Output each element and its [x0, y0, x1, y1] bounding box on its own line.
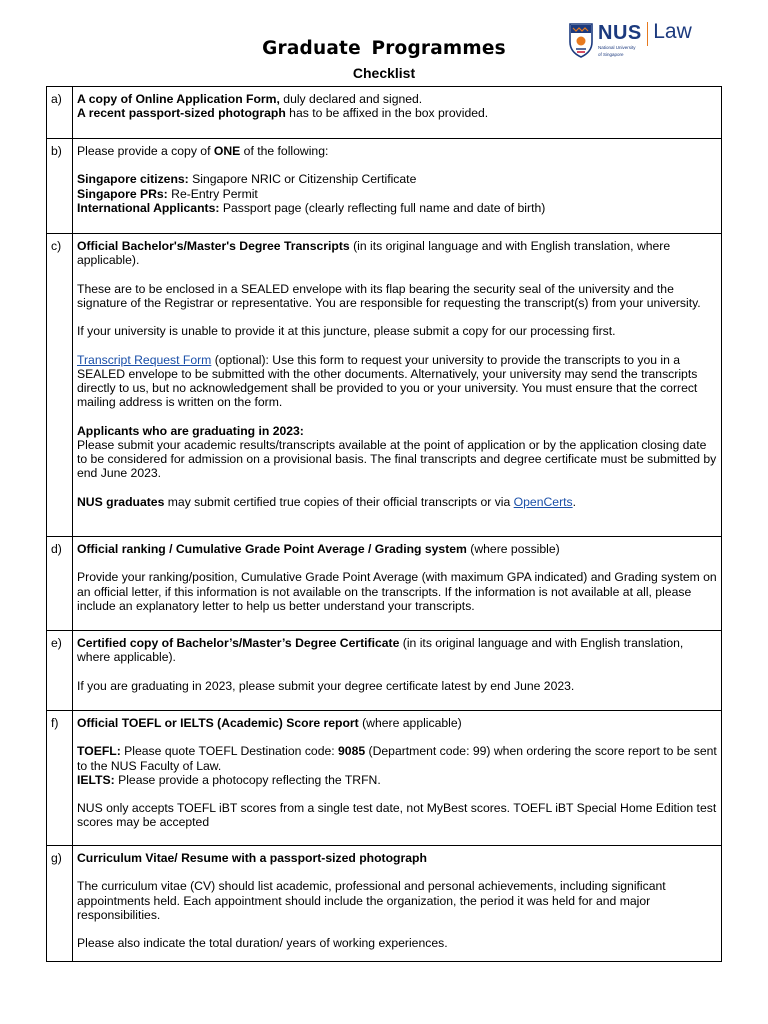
nus-subtitle-1: National University: [598, 45, 636, 50]
faculty-name: Law: [653, 20, 692, 43]
d-heading-text: (where possible): [466, 542, 560, 556]
c-heading: [77, 239, 717, 267]
ielts-text: Please provide a photocopy reflecting the TRFN.: [114, 772, 381, 787]
page-title: Graduate Programmes: [262, 38, 506, 59]
e-heading-text: (in its original language and with English translation, where applicable).: [77, 636, 684, 665]
g-heading: [77, 851, 717, 865]
c-para-3: [77, 353, 717, 410]
intl-text: Passport page (clearly reflecting full name and date of birth): [219, 200, 546, 215]
toefl-post: (Department code: 99) when ordering the score report to be sent to the NUS Faculty of Law.: [77, 744, 717, 773]
c-grad-heading: Applicants who are graduating in 2023:: [77, 423, 304, 438]
item-content: [73, 234, 722, 537]
checklist-row-g: [47, 846, 722, 962]
nus-name: NUS: [598, 22, 642, 44]
f-heading-bold: Official TOEFL or IELTS (Academic) Score report: [77, 716, 359, 730]
item-content: [73, 537, 722, 631]
item-label: e): [47, 631, 73, 711]
opencerts-link[interactable]: OpenCerts: [513, 494, 573, 509]
checklist-row-b: [47, 139, 722, 234]
toefl-pre: Please quote TOEFL Destination code:: [120, 744, 339, 759]
online-form-bold: A copy of Online Application Form,: [77, 92, 280, 106]
item-content: [73, 846, 722, 962]
c-nus-end: .: [572, 494, 576, 509]
checklist-row-c: [47, 234, 722, 537]
checklist-row-d: [47, 537, 722, 631]
c-heading-bold: Official Bachelor's/Master's Degree Transcripts: [77, 239, 350, 253]
g-para-2: Please also indicate the total duration/ years of working experiences.: [77, 936, 448, 951]
photo-bold: A recent passport-sized photograph: [77, 106, 286, 121]
citizens-text: Singapore NRIC or Citizenship Certificate: [188, 172, 417, 187]
c-nus-bold: NUS graduates: [77, 494, 165, 509]
d-heading: [77, 542, 717, 556]
f-para-last: NUS only accepts TOEFL iBT scores from a single test date, not MyBest scores. TOEFL iBT Special Home Edition test scores may be accepted: [77, 801, 717, 830]
b-intro-post: of the following:: [240, 144, 329, 158]
item-content: [73, 631, 722, 711]
c-nus-graduates: [77, 495, 717, 509]
page-subtitle: Checklist: [352, 65, 416, 81]
checklist-table: [46, 86, 722, 962]
checklist-row-a: [47, 87, 722, 139]
toefl-bold: TOEFL:: [77, 744, 121, 759]
c-para-1: These are to be enclosed in a SEALED envelope with its flap bearing the security seal of the university and the signature of the Registrar or representative. You are responsible for requesting the transcript(s) from your university.: [77, 281, 701, 310]
e-para-1: If you are graduating in 2023, please submit your degree certificate latest by end June 2023.: [77, 678, 575, 693]
online-form-text: duly declared and signed.: [279, 92, 423, 106]
g-para-1: The curriculum vitae (CV) should list academic, professional and personal achievements, including significant appointments held. Each appointment should include the organization, the period it was held for and major responsibilities.: [77, 879, 666, 922]
g-heading-bold: Curriculum Vitae/ Resume with a passport-sized photograph: [77, 851, 427, 865]
item-label: c): [47, 234, 73, 537]
prs-bold: Singapore PRs:: [77, 186, 168, 201]
photo-text: has to be affixed in the box provided.: [285, 106, 489, 121]
e-heading-bold: Certified copy of Bachelor’s/Master’s Degree Certificate: [77, 636, 400, 650]
item-label: a): [47, 87, 73, 139]
c-para-3-text: (optional): Use this form to request your university to provide the transcripts to you in a SEALED envelope to be submitted with the other documents. Alternatively, your university may send the transcripts directly to us, but no acknowledgement shall be provided to you or your university. You must ensure that the correct mailing address is written on the form.: [77, 352, 698, 410]
item-label: d): [47, 537, 73, 631]
citizens-bold: Singapore citizens:: [77, 172, 189, 187]
f-heading: [77, 716, 717, 730]
b-intro-pre: Please provide a copy of: [77, 144, 214, 158]
item-content: [73, 87, 722, 139]
c-nus-text: may submit certified true copies of their official transcripts or via: [164, 494, 514, 509]
toefl-code: 9085: [338, 744, 366, 759]
d-para-1: Provide your ranking/position, Cumulative Grade Point Average (with maximum GPA indicated) and Grading system on an official letter, if this information is not available on the transcripts. If the information is not available at all, please include an explanatory letter to help us better understand your transcripts.: [77, 570, 717, 613]
item-label: g): [47, 846, 73, 962]
ielts-bold: IELTS:: [77, 772, 115, 787]
prs-text: Re-Entry Permit: [167, 186, 258, 201]
intl-bold: International Applicants:: [77, 200, 220, 215]
checklist-row-e: [47, 631, 722, 711]
item-content: [73, 139, 722, 234]
c-heading-text: (in its original language and with English translation, where applicable).: [77, 239, 671, 268]
item-label: b): [47, 139, 73, 234]
e-heading: [77, 636, 717, 664]
item-content: [73, 711, 722, 846]
nus-subtitle-2: of Singapore: [598, 52, 624, 57]
transcript-request-form-link[interactable]: Transcript Request Form: [77, 352, 212, 367]
c-para-2: If your university is unable to provide it at this juncture, please submit a copy for our processing first.: [77, 324, 616, 339]
d-heading-bold: Official ranking / Cumulative Grade Point Average / Grading system: [77, 542, 467, 556]
f-heading-text: (where applicable): [358, 716, 462, 730]
b-intro-bold: ONE: [213, 144, 241, 158]
checklist-row-f: [47, 711, 722, 846]
c-graduating: [77, 424, 717, 481]
b-intro: [77, 144, 717, 158]
f-scores: [77, 744, 717, 787]
item-label: f): [47, 711, 73, 846]
b-list: [77, 172, 717, 215]
c-grad-text: Please submit your academic results/transcripts available at the point of application or by the application closing date to be considered for admission on a provisional basis. The final transcripts and degree certificate must be submitted by end June 2023.: [77, 437, 717, 481]
